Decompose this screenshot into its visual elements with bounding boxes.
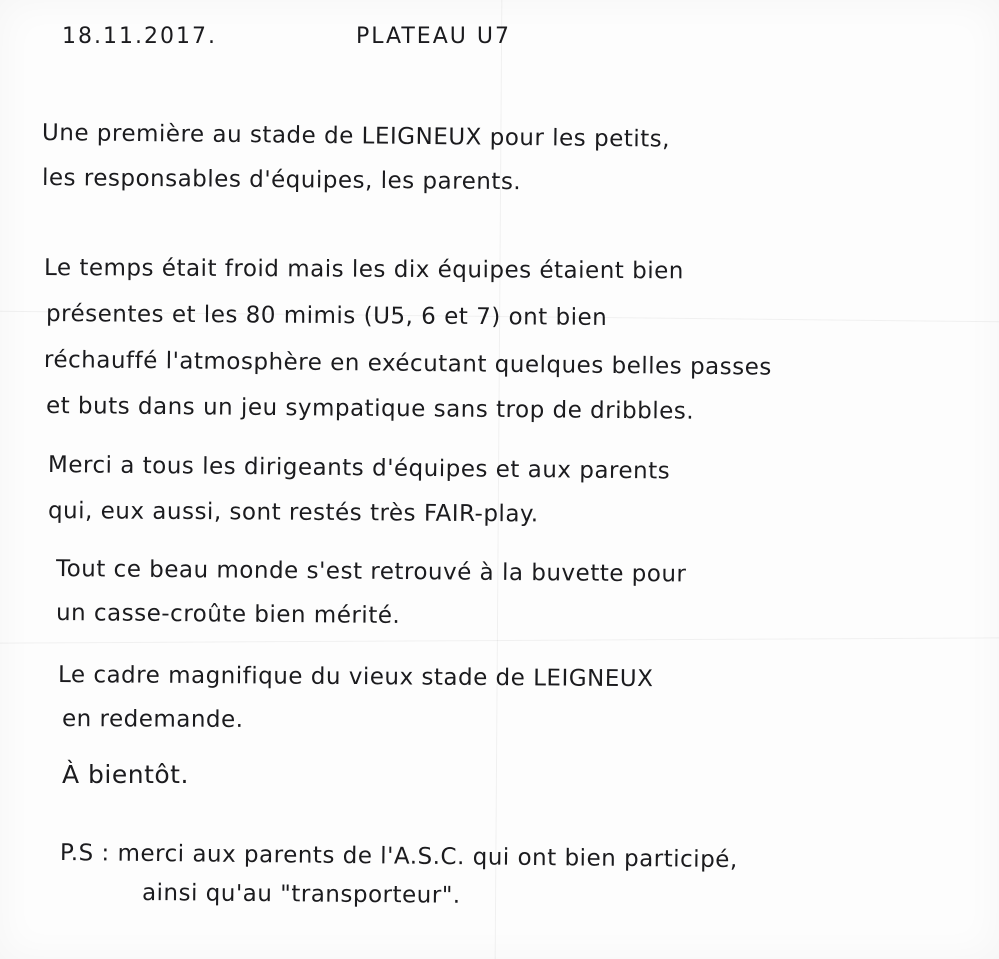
paragraph-4-line-1: Tout ce beau monde s'est retrouvé à la buvette pour: [55, 556, 687, 588]
paragraph-2-line-2: présentes et les 80 mimis (U5, 6 et 7) ont bien: [45, 301, 608, 331]
letter-title: PLATEAU U7: [356, 24, 511, 49]
paragraph-3-line-1: Merci a tous les dirigeants d'équipes et aux parents: [47, 452, 671, 485]
paragraph-3-line-2: qui, eux aussi, sont restés très FAIR-play.: [47, 498, 539, 528]
paragraph-1-line-2: les responsables d'équipes, les parents.: [41, 165, 522, 196]
paragraph-2-line-3: réchauffé l'atmosphère en exécutant quelques belles passes: [43, 347, 772, 381]
paragraph-2-line-4: et buts dans un jeu sympatique sans trop de dribbles.: [45, 393, 695, 425]
paragraph-1-line-1: Une première au stade de LEIGNEUX pour les petits,: [41, 120, 671, 153]
paragraph-4-line-2: un casse-croûte bien mérité.: [55, 600, 401, 630]
closing-greeting: À bientôt.: [62, 760, 189, 789]
paragraph-5-line-2: en redemande.: [61, 706, 244, 733]
postscript-line-1: P.S : merci aux parents de l'A.S.C. qui ont bien participé,: [59, 840, 738, 874]
letter-date: 18.11.2017.: [62, 24, 217, 49]
postscript-line-2: ainsi qu'au "transporteur".: [141, 880, 461, 909]
paragraph-2-line-1: Le temps était froid mais les dix équipes étaient bien: [43, 255, 684, 285]
paragraph-5-line-1: Le cadre magnifique du vieux stade de LEIGNEUX: [57, 662, 654, 693]
